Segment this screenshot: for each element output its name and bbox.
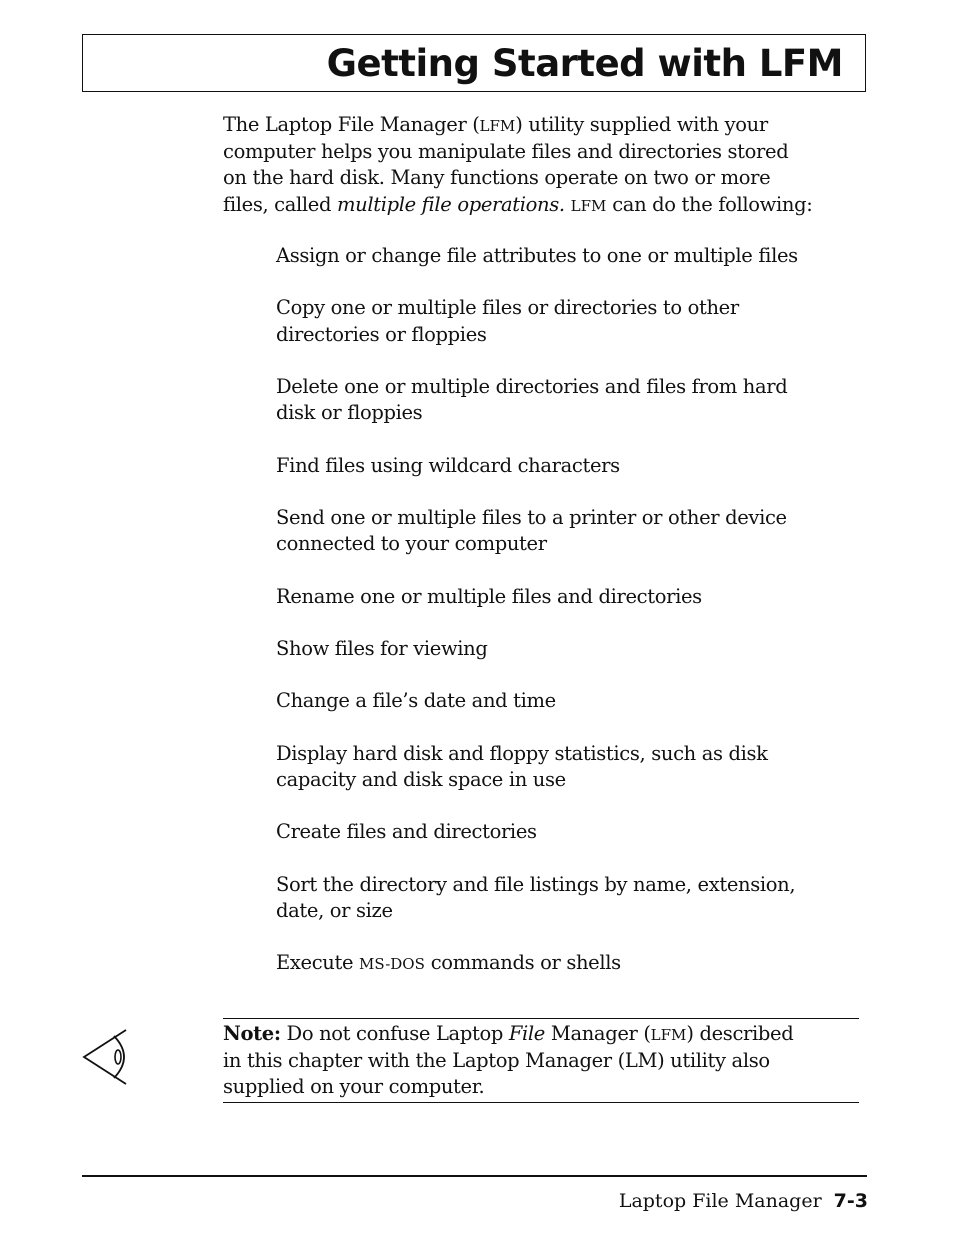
msdos-abbreviation: MS-DOS [359,955,425,974]
intro-line-2: computer helps you manipulate files and directories stored [223,140,789,164]
list-item: Send one or multiple files to a printer or other device connected to your computer [276,505,787,556]
list-item: Display hard disk and floppy statistics, such as disk capacity and disk space in use [276,741,768,791]
lfm-abbreviation: LFM [479,117,516,135]
feature-list [276,243,876,1004]
footer-rule [82,1175,867,1177]
emphasis-term: multiple file operations. [336,192,565,216]
list-item: Delete one or multiple directories and files from hard disk or floppies [276,374,788,425]
list-item: Rename one or multiple files and directories [276,584,702,608]
intro-line-1 [223,112,873,139]
list-item: Show files for viewing [276,636,488,660]
intro-text: can do the following: [606,192,813,216]
list-item: Find files using wildcard characters [276,453,620,477]
note-line-1: Note: Do not confuse Laptop File Manager (LFM) described [223,1022,794,1045]
note-line-3: supplied on your computer. [223,1075,485,1099]
intro-line-3: on the hard disk. Many functions operate on two or more [223,166,771,190]
page-footer [619,1188,868,1214]
page-title: Getting Started with LFM [326,42,843,85]
intro-text: The Laptop File Manager ( [223,113,480,136]
intro-text: ) utility supplied with your [515,113,768,136]
list-item: Execute MS-DOS commands or shells [276,951,621,975]
intro-line-4 [223,192,873,219]
list-item: Create files and directories [276,820,537,844]
intro-paragraph [223,112,873,219]
note-line-2: in this chapter with the Laptop Manager (LM) utility also [223,1049,770,1073]
list-item: Sort the directory and file listings by name, extension, date, or size [276,872,796,922]
list-item: Change a file’s date and time [276,689,556,713]
footer-section-title: Laptop File Manager [618,1190,822,1212]
intro-text: files, called [223,192,337,216]
lfm-abbreviation: LFM [650,1026,687,1044]
note-box [223,1018,859,1103]
list-item: Copy one or multiple files or directories to other directories or floppies [276,296,739,346]
list-item: Assign or change file attributes to one or multiple files [276,244,798,267]
title-box [82,34,866,92]
lfm-abbreviation: LFM [570,196,607,215]
page-number: 7-3 [833,1190,868,1212]
note-label: Note: [223,1022,281,1045]
eye-icon [82,1028,130,1086]
